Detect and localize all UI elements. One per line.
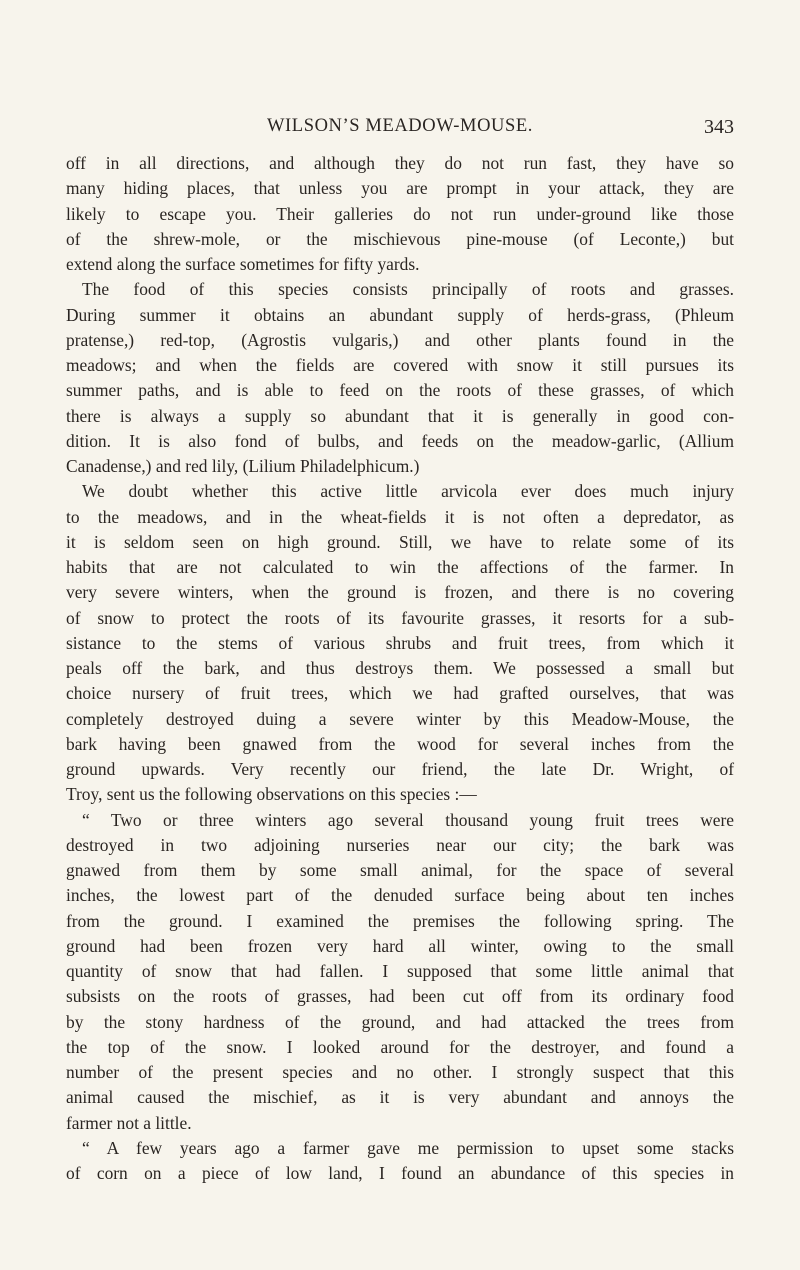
text-line: number of the present species and no other. I strongly suspect that this bbox=[66, 1062, 734, 1082]
text-line: likely to escape you. Their galleries do not run under-ground like those bbox=[66, 203, 734, 224]
text-line: ground upwards. Very recently our friend, the late Dr. Wright, of bbox=[66, 759, 734, 779]
text-line: ground had been frozen very hard all winter, owing to the small bbox=[66, 935, 734, 956]
text-line: inches, the lowest part of the denuded surface being about ten inches bbox=[66, 885, 734, 906]
text-line: Canadense,) and red lily, (Lilium Philadelphicum.) bbox=[66, 456, 420, 476]
text-line: the top of the snow. I looked around for the destroyer, and found a bbox=[66, 1036, 734, 1057]
text-line: choice nursery of fruit trees, which we had grafted ourselves, that was bbox=[66, 683, 734, 704]
text-line: of snow to protect the roots of its favourite grasses, it resorts for a sub- bbox=[66, 607, 734, 628]
text-line: quantity of snow that had fallen. I supposed that some little animal that bbox=[66, 961, 734, 981]
text-line: from the ground. I examined the premises the following spring. The bbox=[66, 910, 734, 931]
text-line: bark having been gnawed from the wood for several inches from the bbox=[66, 733, 734, 754]
text-line: completely destroyed duing a severe winter by this Meadow-Mouse, the bbox=[66, 708, 734, 729]
text-line: meadows; and when the fields are covered with snow it still pursues its bbox=[66, 355, 734, 375]
body-text bbox=[66, 151, 734, 1186]
page-number: 343 bbox=[704, 116, 734, 138]
text-line: habits that are not calculated to win the affections of the farmer. In bbox=[66, 557, 734, 577]
text-line: summer paths, and is able to feed on the roots of these grasses, of which bbox=[66, 380, 734, 401]
text-line: We doubt whether this active little arvicola ever does much injury bbox=[82, 481, 734, 502]
text-line: by the stony hardness of the ground, and had attacked the trees from bbox=[66, 1011, 734, 1032]
text-line: destroyed in two adjoining nurseries near our city; the bark was bbox=[66, 834, 734, 855]
text-line: dition. It is also fond of bulbs, and feeds on the meadow-garlic, (Allium bbox=[66, 430, 734, 451]
text-line: gnawed from them by some small animal, for the space of several bbox=[66, 860, 734, 880]
text-line: it is seldom seen on high ground. Still, we have to relate some of its bbox=[66, 531, 734, 552]
text-line: there is always a supply so abundant that it is generally in good con- bbox=[66, 405, 734, 426]
text-line: off in all directions, and although they do not run fast, they have so bbox=[66, 153, 734, 173]
text-line: During summer it obtains an abundant supply of herds-grass, (Phleum bbox=[66, 304, 734, 325]
text-line: many hiding places, that unless you are prompt in your attack, they are bbox=[66, 178, 734, 199]
text-line: extend along the surface sometimes for fifty yards. bbox=[66, 254, 420, 274]
text-line: peals off the bark, and thus destroys them. We possessed a small but bbox=[66, 658, 734, 678]
text-line: “ A few years ago a farmer gave me permission to upset some stacks bbox=[82, 1137, 734, 1158]
text-line: farmer not a little. bbox=[66, 1112, 192, 1133]
text-line: subsists on the roots of grasses, had been cut off from its ordinary food bbox=[66, 986, 734, 1007]
text-line: Troy, sent us the following observations on this species :— bbox=[66, 784, 477, 805]
text-line: very severe winters, when the ground is frozen, and there is no covering bbox=[66, 582, 734, 603]
text-line: of the shrew-mole, or the mischievous pine-mouse (of Leconte,) but bbox=[66, 228, 734, 249]
text-line: animal caused the mischief, as it is very abundant and annoys the bbox=[66, 1087, 734, 1108]
text-line: “ Two or three winters ago several thousand young fruit trees were bbox=[82, 809, 734, 830]
running-head: WILSON’S MEADOW-MOUSE. bbox=[266, 116, 534, 136]
page-header bbox=[66, 116, 734, 142]
text-line: sistance to the stems of various shrubs and fruit trees, from which it bbox=[66, 632, 734, 653]
text-line: pratense,) red-top, (Agrostis vulgaris,) and other plants found in the bbox=[66, 329, 734, 350]
text-line: of corn on a piece of low land, I found an abundance of this species in bbox=[66, 1163, 734, 1183]
text-line: to the meadows, and in the wheat-fields it is not often a depredator, as bbox=[66, 506, 734, 527]
text-line: The food of this species consists principally of roots and grasses. bbox=[82, 279, 734, 300]
